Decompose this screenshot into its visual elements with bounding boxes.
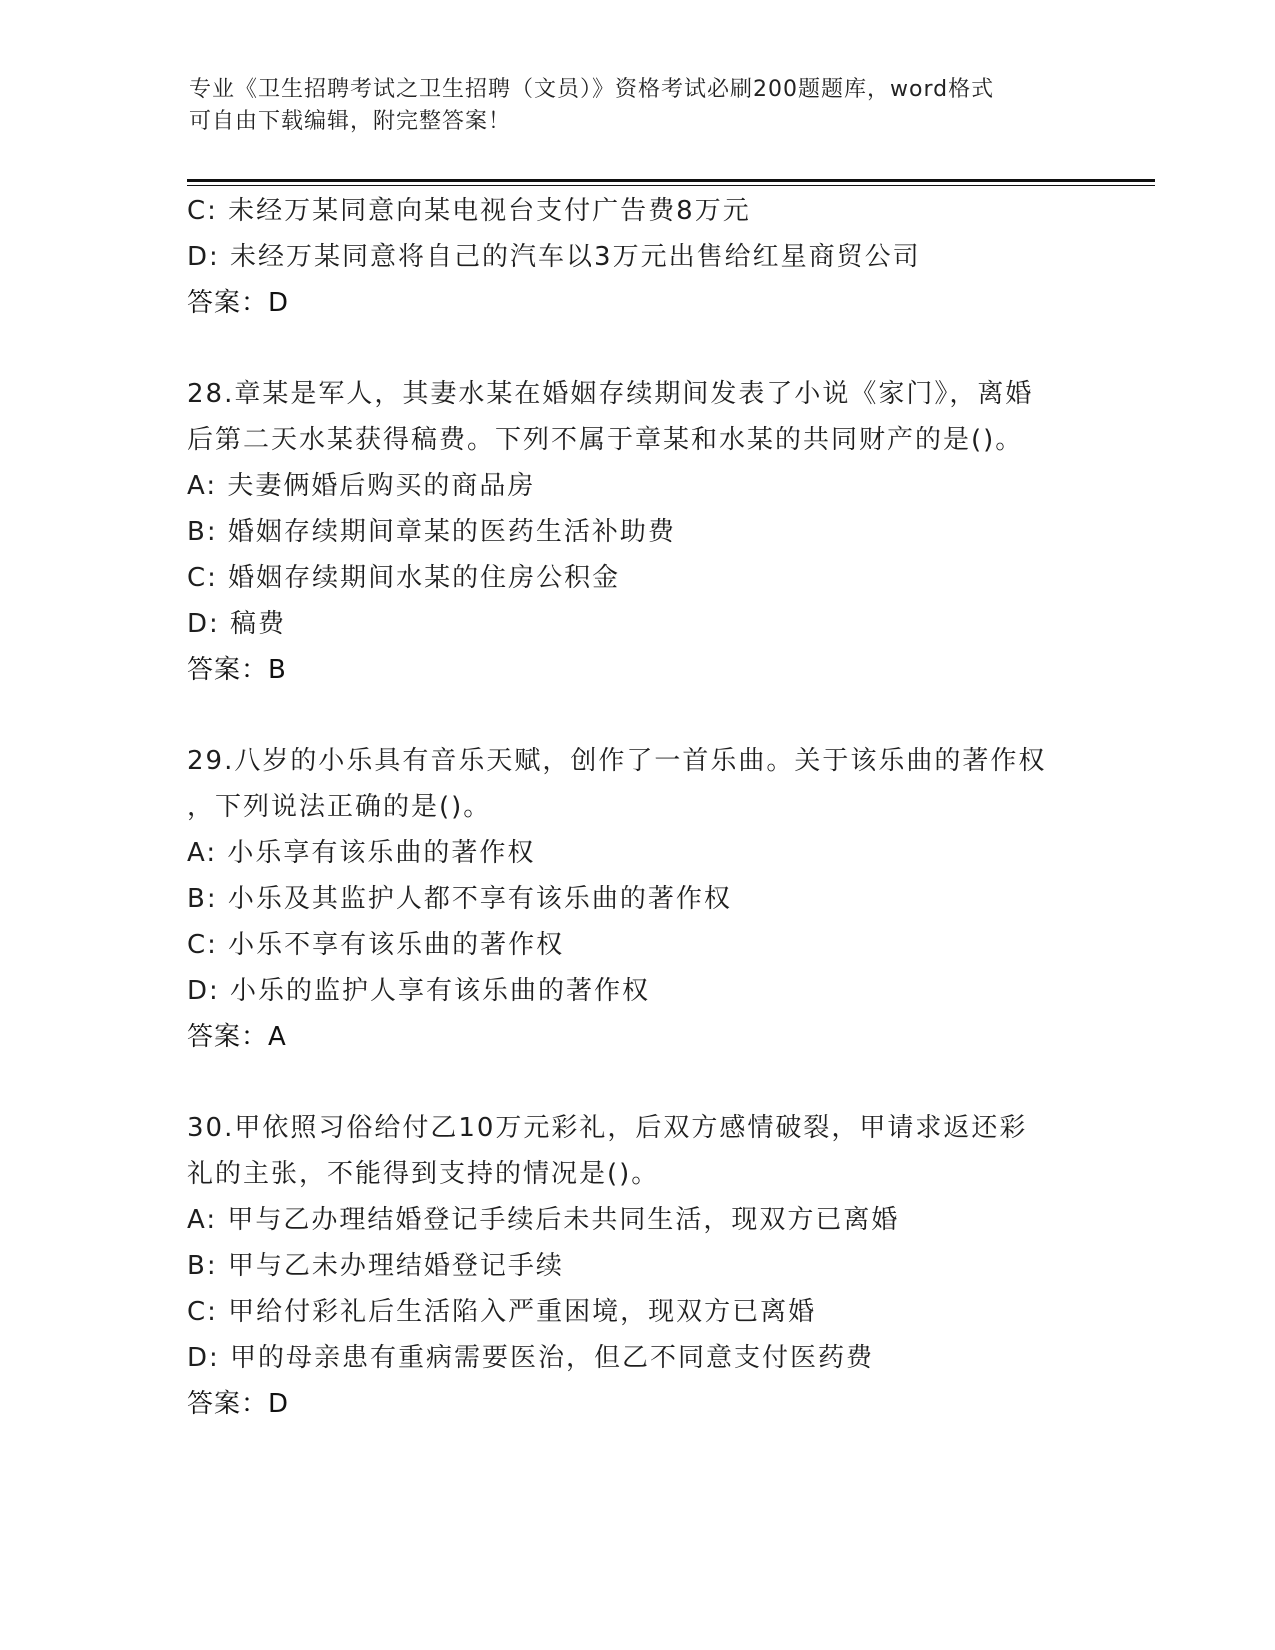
option-c: C: 婚姻存续期间水某的住房公积金: [187, 563, 621, 593]
question-stem-line-2: 后第二天水某获得稿费。下列不属于章某和水某的共同财产的是()。: [187, 425, 1024, 455]
option-a: A: 小乐享有该乐曲的著作权: [187, 838, 536, 868]
option-b: B: 小乐及其监护人都不享有该乐曲的著作权: [187, 884, 732, 914]
option-c: C: 小乐不享有该乐曲的著作权: [187, 930, 565, 960]
answer-line: 答案：D: [187, 288, 290, 318]
answer-line: 答案：B: [187, 655, 287, 685]
question-stem-line-2: ，下列说法正确的是()。: [187, 792, 492, 822]
option-d: D: 小乐的监护人享有该乐曲的著作权: [187, 976, 651, 1006]
header-line-2: 可自由下载编辑，附完整答案！: [189, 109, 512, 134]
option-c: C: 未经万某同意向某电视台支付广告费8万元: [187, 196, 751, 226]
option-d: D: 稿费: [187, 609, 287, 639]
question-28: [187, 371, 1087, 693]
option-c: C: 甲给付彩礼后生活陷入严重困境，现双方已离婚: [187, 1297, 817, 1327]
page-content: [187, 188, 1087, 1427]
answer-line: 答案：D: [187, 1389, 290, 1419]
header-rule-thin: [187, 185, 1155, 186]
spacer: [187, 693, 1087, 738]
question-fragment-27: [187, 188, 1087, 326]
option-a: A: 甲与乙办理结婚登记手续后未共同生活，现双方已离婚: [187, 1205, 900, 1235]
question-stem-line-1: 29.八岁的小乐具有音乐天赋，创作了一首乐曲。关于该乐曲的著作权: [187, 746, 1047, 776]
option-a: A: 夫妻俩婚后购买的商品房: [187, 471, 536, 501]
option-b: B: 甲与乙未办理结婚登记手续: [187, 1251, 564, 1281]
header-line-1: 专业《卫生招聘考试之卫生招聘（文员）》资格考试必刷200题题库，word格式: [189, 77, 995, 102]
option-b: B: 婚姻存续期间章某的医药生活补助费: [187, 517, 676, 547]
header-rule-thick: [187, 179, 1155, 182]
question-stem-line-1: 30.甲依照习俗给付乙10万元彩礼，后双方感情破裂，甲请求返还彩: [187, 1113, 1028, 1143]
option-d: D: 未经万某同意将自己的汽车以3万元出售给红星商贸公司: [187, 242, 921, 272]
spacer: [187, 326, 1087, 371]
question-stem-line-1: 28.章某是军人，其妻水某在婚姻存续期间发表了小说《家门》，离婚: [187, 379, 1034, 409]
page-header: [189, 74, 1089, 138]
answer-line: 答案：A: [187, 1022, 287, 1052]
question-29: [187, 738, 1087, 1060]
spacer: [187, 1060, 1087, 1105]
question-stem-line-2: 礼的主张，不能得到支持的情况是()。: [187, 1159, 660, 1189]
option-d: D: 甲的母亲患有重病需要医治，但乙不同意支付医药费: [187, 1343, 875, 1373]
question-30: [187, 1105, 1087, 1427]
